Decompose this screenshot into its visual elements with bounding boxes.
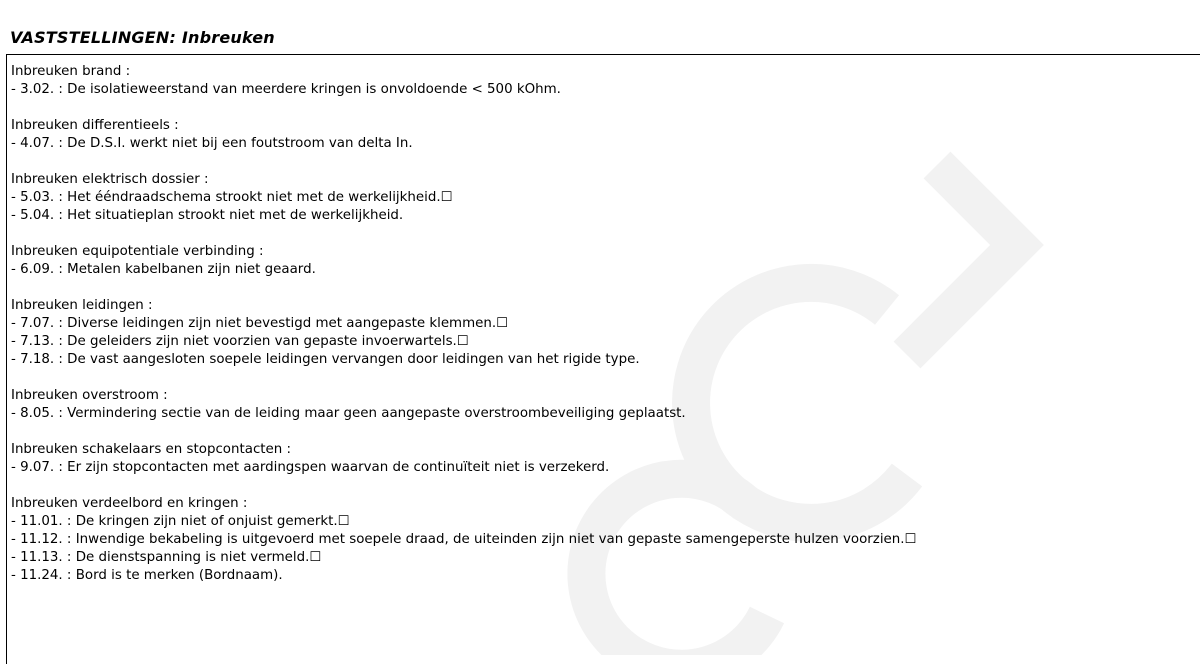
section-heading: Inbreuken schakelaars en stopcontacten : [11, 442, 292, 457]
section-brand [11, 63, 917, 99]
finding-item: - 8.05. : Vermindering sectie van de leiding maar geen aangepaste overstroombeveiliging geplaatst. [11, 406, 686, 421]
section-differentieels [11, 117, 917, 153]
section-heading: Inbreuken verdeelbord en kringen : [11, 496, 248, 511]
section-elektrisch-dossier [11, 171, 917, 225]
section-schakelaars-stopcontacten [11, 441, 917, 477]
section-heading: Inbreuken equipotentiale verbinding : [11, 244, 264, 259]
finding-item: - 4.07. : De D.S.I. werkt niet bij een foutstroom van delta In. [11, 136, 413, 151]
finding-item: - 5.04. : Het situatieplan strookt niet met de werkelijkheid. [11, 208, 404, 223]
section-equipotentiale-verbinding [11, 243, 917, 279]
section-heading: Inbreuken overstroom : [11, 388, 168, 403]
finding-item: - 7.18. : De vast aangesloten soepele leidingen vervangen door leidingen van het rigide type. [11, 352, 640, 367]
finding-item: - 11.24. : Bord is te merken (Bordnaam). [11, 568, 283, 583]
section-overstroom [11, 387, 917, 423]
section-heading: Inbreuken brand : [11, 64, 131, 79]
findings-box [6, 54, 1200, 664]
section-heading: Inbreuken leidingen : [11, 298, 153, 313]
finding-item: - 6.09. : Metalen kabelbanen zijn niet geaard. [11, 262, 316, 277]
finding-item: - 11.12. : Inwendige bekabeling is uitgevoerd met soepele draad, de uiteinden zijn niet van gepaste samengeperste hulzen voorzien.☐ [11, 532, 917, 547]
finding-item: - 9.07. : Er zijn stopcontacten met aardingspen waarvan de continuïteit niet is verzekerd. [11, 460, 610, 475]
finding-item: - 3.02. : De isolatieweerstand van meerdere kringen is onvoldoende < 500 kOhm. [11, 82, 561, 97]
findings-content [11, 63, 917, 603]
finding-item: - 7.13. : De geleiders zijn niet voorzien van gepaste invoerwartels.☐ [11, 334, 469, 349]
section-leidingen [11, 297, 917, 369]
section-heading: Inbreuken elektrisch dossier : [11, 172, 209, 187]
page-title: VASTSTELLINGEN: Inbreuken [10, 28, 275, 47]
section-verdeelbord-kringen [11, 495, 917, 585]
finding-item: - 7.07. : Diverse leidingen zijn niet bevestigd met aangepaste klemmen.☐ [11, 316, 509, 331]
finding-item: - 11.13. : De dienstspanning is niet vermeld.☐ [11, 550, 322, 565]
finding-item: - 5.03. : Het ééndraadschema strookt niet met de werkelijkheid.☐ [11, 190, 453, 205]
section-heading: Inbreuken differentieels : [11, 118, 179, 133]
finding-item: - 11.01. : De kringen zijn niet of onjuist gemerkt.☐ [11, 514, 350, 529]
